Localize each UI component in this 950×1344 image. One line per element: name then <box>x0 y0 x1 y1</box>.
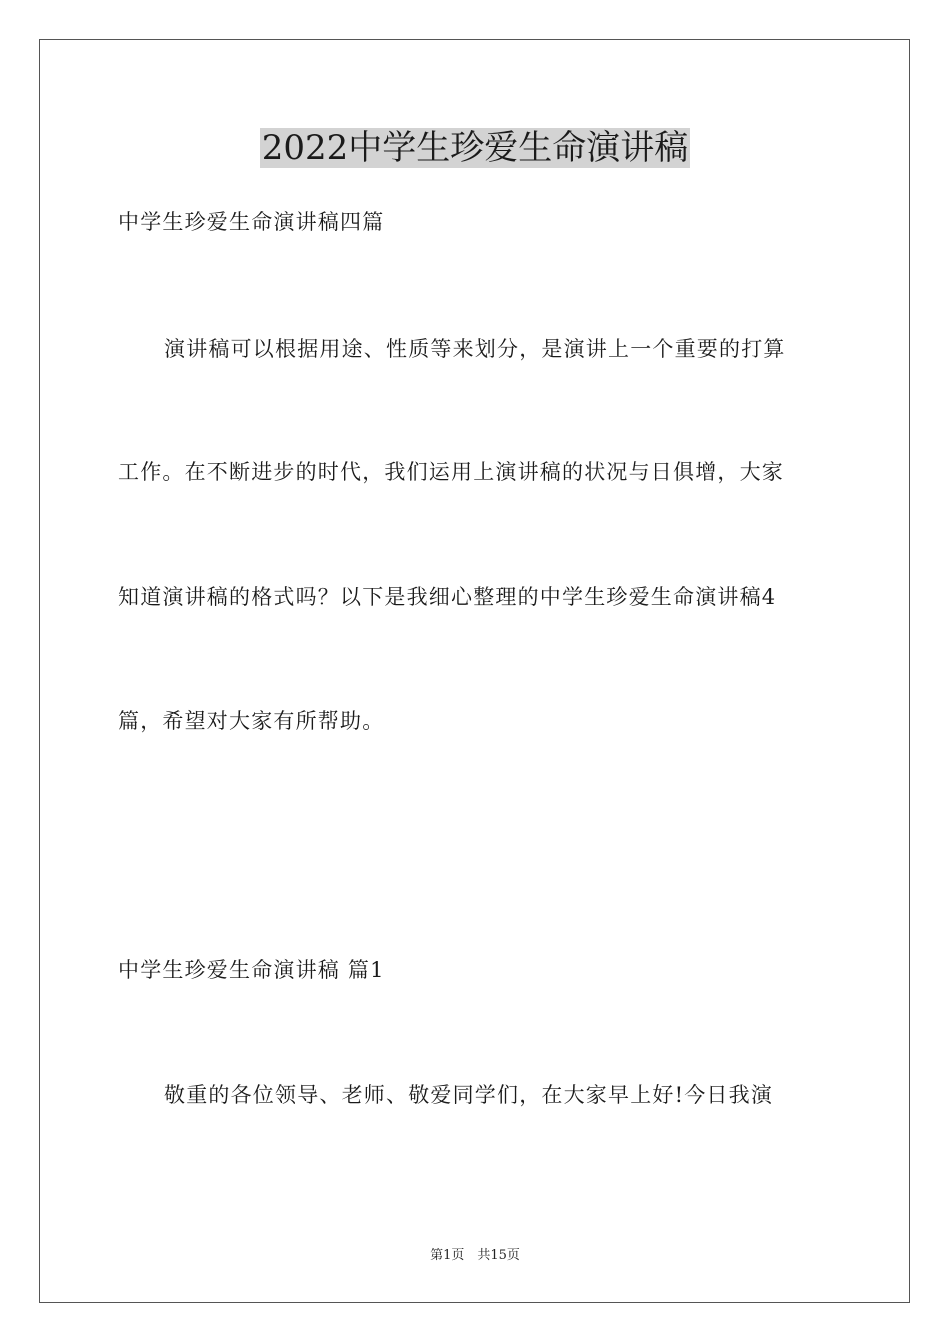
page-number: 第1页 共15页 <box>430 1248 520 1263</box>
paragraph-line: 敬重的各位领导、老师、敬爱同学们，在大家早上好!今日我演 <box>164 1083 774 1107</box>
subtitle-line: 中学生珍爱生命演讲稿四篇 <box>118 210 385 234</box>
paragraph-line: 演讲稿可以根据用途、性质等来划分，是演讲上一个重要的打算 <box>164 337 786 361</box>
section-heading: 中学生珍爱生命演讲稿 篇1 <box>118 958 385 982</box>
document-title <box>0 126 950 170</box>
paragraph-line: 知道演讲稿的格式吗？以下是我细心整理的中学生珍爱生命演讲稿4 <box>118 585 777 609</box>
paragraph-line: 工作。在不断进步的时代，我们运用上演讲稿的状况与日俱增，大家 <box>118 460 784 484</box>
document-title-text: 2022中学生珍爱生命演讲稿 <box>261 128 689 168</box>
paragraph-line: 篇，希望对大家有所帮助。 <box>118 709 385 733</box>
